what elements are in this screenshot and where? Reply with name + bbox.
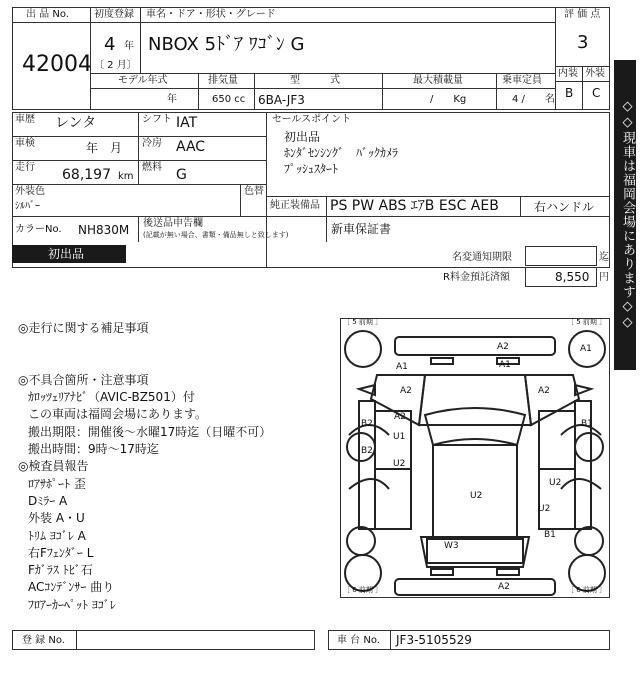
model-name: NBOX 5ﾄﾞｱ ﾜｺﾞﾝ G bbox=[148, 34, 305, 55]
corner-label-top-left: ［ 5 前期 ］ bbox=[343, 318, 383, 326]
equipment-value: PS PW ABS ｴｱB ESC AEB bbox=[330, 198, 499, 214]
lot-label: 出 品 No. bbox=[26, 9, 69, 20]
mileage-label: 走行 bbox=[15, 162, 35, 173]
load-value: / Kg bbox=[430, 94, 467, 105]
sales-point-label: セールスポイント bbox=[272, 114, 352, 125]
displacement-value: 650 cc bbox=[212, 94, 246, 105]
shift-label: シフト bbox=[142, 114, 172, 125]
note-line: ｶﾛｯﾂｪﾘｱﾅﾋﾞ（AVIC-BZ501）付 bbox=[28, 390, 195, 405]
handle-value: 右ハンドル bbox=[534, 200, 595, 214]
mark-left-front-door: A2 bbox=[394, 412, 406, 422]
note-line: ◎走行に関する補足事項 bbox=[18, 321, 149, 335]
note-line: ﾌﾛｱｰｶｰﾍﾟｯﾄ ﾖｺﾞﾚ bbox=[28, 597, 116, 612]
mark-left-u2: U2 bbox=[393, 459, 406, 469]
color-change-label: 色替 bbox=[244, 186, 264, 197]
deadline-unit: 迄 bbox=[599, 252, 609, 263]
exterior-grade: C bbox=[592, 86, 601, 100]
recycle-unit: 円 bbox=[599, 272, 609, 283]
note-line: この車両は福岡会場にあります。 bbox=[28, 407, 208, 422]
sales-point-2: ﾎﾝﾀﾞｾﾝｼﾝｸﾞ ﾊﾞｯｸｶﾒﾗ bbox=[284, 146, 399, 160]
note-line: ◎不具合箇所・注意事項 bbox=[18, 372, 149, 387]
mark-right-u2: U2 bbox=[549, 478, 562, 488]
interior-grade: B bbox=[565, 86, 574, 100]
corner-label-bottom-right: ［ 6 前期 ］ bbox=[567, 586, 607, 594]
mark-right-fender: A2 bbox=[538, 386, 550, 396]
note-line: ﾄﾘﾑ ﾖｺﾞﾚ A bbox=[28, 528, 86, 543]
mark-right-b1-lower: B1 bbox=[544, 530, 556, 540]
inspection-value: 年 月 bbox=[86, 141, 123, 155]
capacity-value: 4 / 名 bbox=[512, 94, 555, 105]
recycle-label: R料金預託済額 bbox=[443, 272, 510, 283]
note-line bbox=[18, 355, 338, 372]
mark-left-fender-2: A2 bbox=[400, 386, 412, 396]
shift-value: IAT bbox=[176, 115, 198, 131]
mark-left-b: B2 bbox=[361, 419, 373, 429]
mark-right-mirror: A1 bbox=[580, 344, 592, 354]
capacity-label: 乗車定員 bbox=[502, 75, 542, 86]
note-line bbox=[18, 337, 338, 354]
first-listing-text: 初出品 bbox=[48, 247, 85, 261]
mark-right-b1: B1 bbox=[581, 419, 593, 429]
note-line: Fｶﾞﾗｽ ﾄﾋﾞ石 bbox=[28, 563, 93, 578]
interior-label: 内装 bbox=[558, 68, 578, 79]
load-label: 最大積載量 bbox=[413, 75, 463, 86]
registration-year-unit: 年 bbox=[124, 41, 134, 52]
note-line: ACｺﾝﾃﾞﾝｻｰ 曲り bbox=[28, 580, 115, 595]
car-diagram bbox=[340, 318, 610, 598]
mark-roof: U2 bbox=[470, 491, 483, 501]
note-line: 外装 A・U bbox=[28, 511, 85, 526]
recycle-value: 8,550 bbox=[555, 270, 590, 284]
history-value: レンタ bbox=[55, 115, 97, 131]
exterior-color-label: 外装色 bbox=[15, 186, 45, 197]
registration-month: 〔 2 月〕 bbox=[94, 60, 137, 71]
inspection-label: 車検 bbox=[15, 138, 35, 149]
ac-label: 冷房 bbox=[142, 138, 162, 149]
notes-panel bbox=[18, 320, 338, 614]
registration-year: 4 bbox=[104, 34, 116, 55]
deadline-label: 名変通知期限 bbox=[452, 252, 512, 263]
score-value: 3 bbox=[577, 32, 589, 53]
fuel-value: G bbox=[176, 167, 187, 183]
displacement-label: 排気量 bbox=[208, 75, 238, 86]
mark-left-fender: A1 bbox=[396, 362, 408, 372]
side-location-banner: ◇◇現車は福岡会場にあります◇◇ bbox=[614, 60, 636, 370]
fuel-label: 燃料 bbox=[142, 162, 162, 173]
warranty-value: 新車保証書 bbox=[331, 222, 392, 236]
mileage-unit: km bbox=[118, 171, 134, 182]
color-number-label: カラーNo. bbox=[15, 224, 62, 235]
type-value: 6BA-JF3 bbox=[258, 93, 305, 107]
mark-left-b2: B2 bbox=[361, 446, 373, 456]
mark-rear-bumper: A2 bbox=[498, 582, 510, 592]
car-outline bbox=[341, 319, 609, 597]
ac-value: AAC bbox=[176, 139, 206, 155]
exterior-color-value: ｼﾙﾊﾞｰ bbox=[15, 201, 40, 212]
sales-point-1: 初出品 bbox=[284, 130, 321, 144]
score-label: 評 価 点 bbox=[564, 9, 601, 20]
corner-label-bottom-left: ［ 6 前期 ］ bbox=[343, 586, 383, 594]
chassis-label: 車 台 No. bbox=[337, 635, 380, 646]
note-line: ﾛｱｻﾎﾟｰﾄ 歪 bbox=[28, 476, 86, 491]
mark-left-u1: U1 bbox=[393, 432, 406, 442]
note-line: 右Fﾌｪﾝﾀﾞｰ L bbox=[28, 545, 94, 560]
mileage-value: 68,197 bbox=[62, 167, 111, 183]
sales-point-3: ﾌﾟｯｼｭｽﾀｰﾄ bbox=[284, 162, 339, 176]
mark-rear-glass: W3 bbox=[444, 541, 459, 551]
model-label: 車名・ドア・形状・グレード bbox=[146, 9, 276, 20]
equipment-label: 純正装備品 bbox=[270, 200, 320, 211]
first-registration-label: 初度登録 bbox=[94, 9, 134, 20]
mark-front-bumper: A2 bbox=[497, 342, 509, 352]
lot-number: 42004 bbox=[22, 52, 92, 77]
note-line: ◎検査員報告 bbox=[18, 459, 89, 474]
model-year-unit: 年 bbox=[167, 94, 177, 105]
deadline-box bbox=[525, 246, 597, 266]
model-year-label: モデル年式 bbox=[118, 75, 168, 86]
mark-hood: A1 bbox=[499, 360, 511, 370]
color-number-value: NH830M bbox=[78, 223, 130, 237]
type-label: 型 式 bbox=[290, 75, 340, 86]
exterior-label: 外装 bbox=[585, 68, 605, 79]
aftermarket-note: (記載が無い場合、書類・備品無しと致します) bbox=[143, 231, 289, 239]
chassis-value: JF3-5105529 bbox=[396, 633, 472, 647]
registration-number-label: 登 録 No. bbox=[22, 635, 65, 646]
history-label: 車歴 bbox=[15, 114, 35, 125]
mark-right-u2-lower: U2 bbox=[538, 504, 551, 514]
note-line: 搬出期限：開催後～水曜17時迄（日曜不可） bbox=[28, 424, 272, 439]
note-line: 搬出時間：9時～17時迄 bbox=[28, 442, 159, 457]
note-line: Dﾐﾗｰ A bbox=[28, 493, 68, 508]
corner-label-top-right: ［ 5 前期 ］ bbox=[567, 318, 607, 326]
aftermarket-label: 後送品申告欄 bbox=[143, 218, 203, 229]
